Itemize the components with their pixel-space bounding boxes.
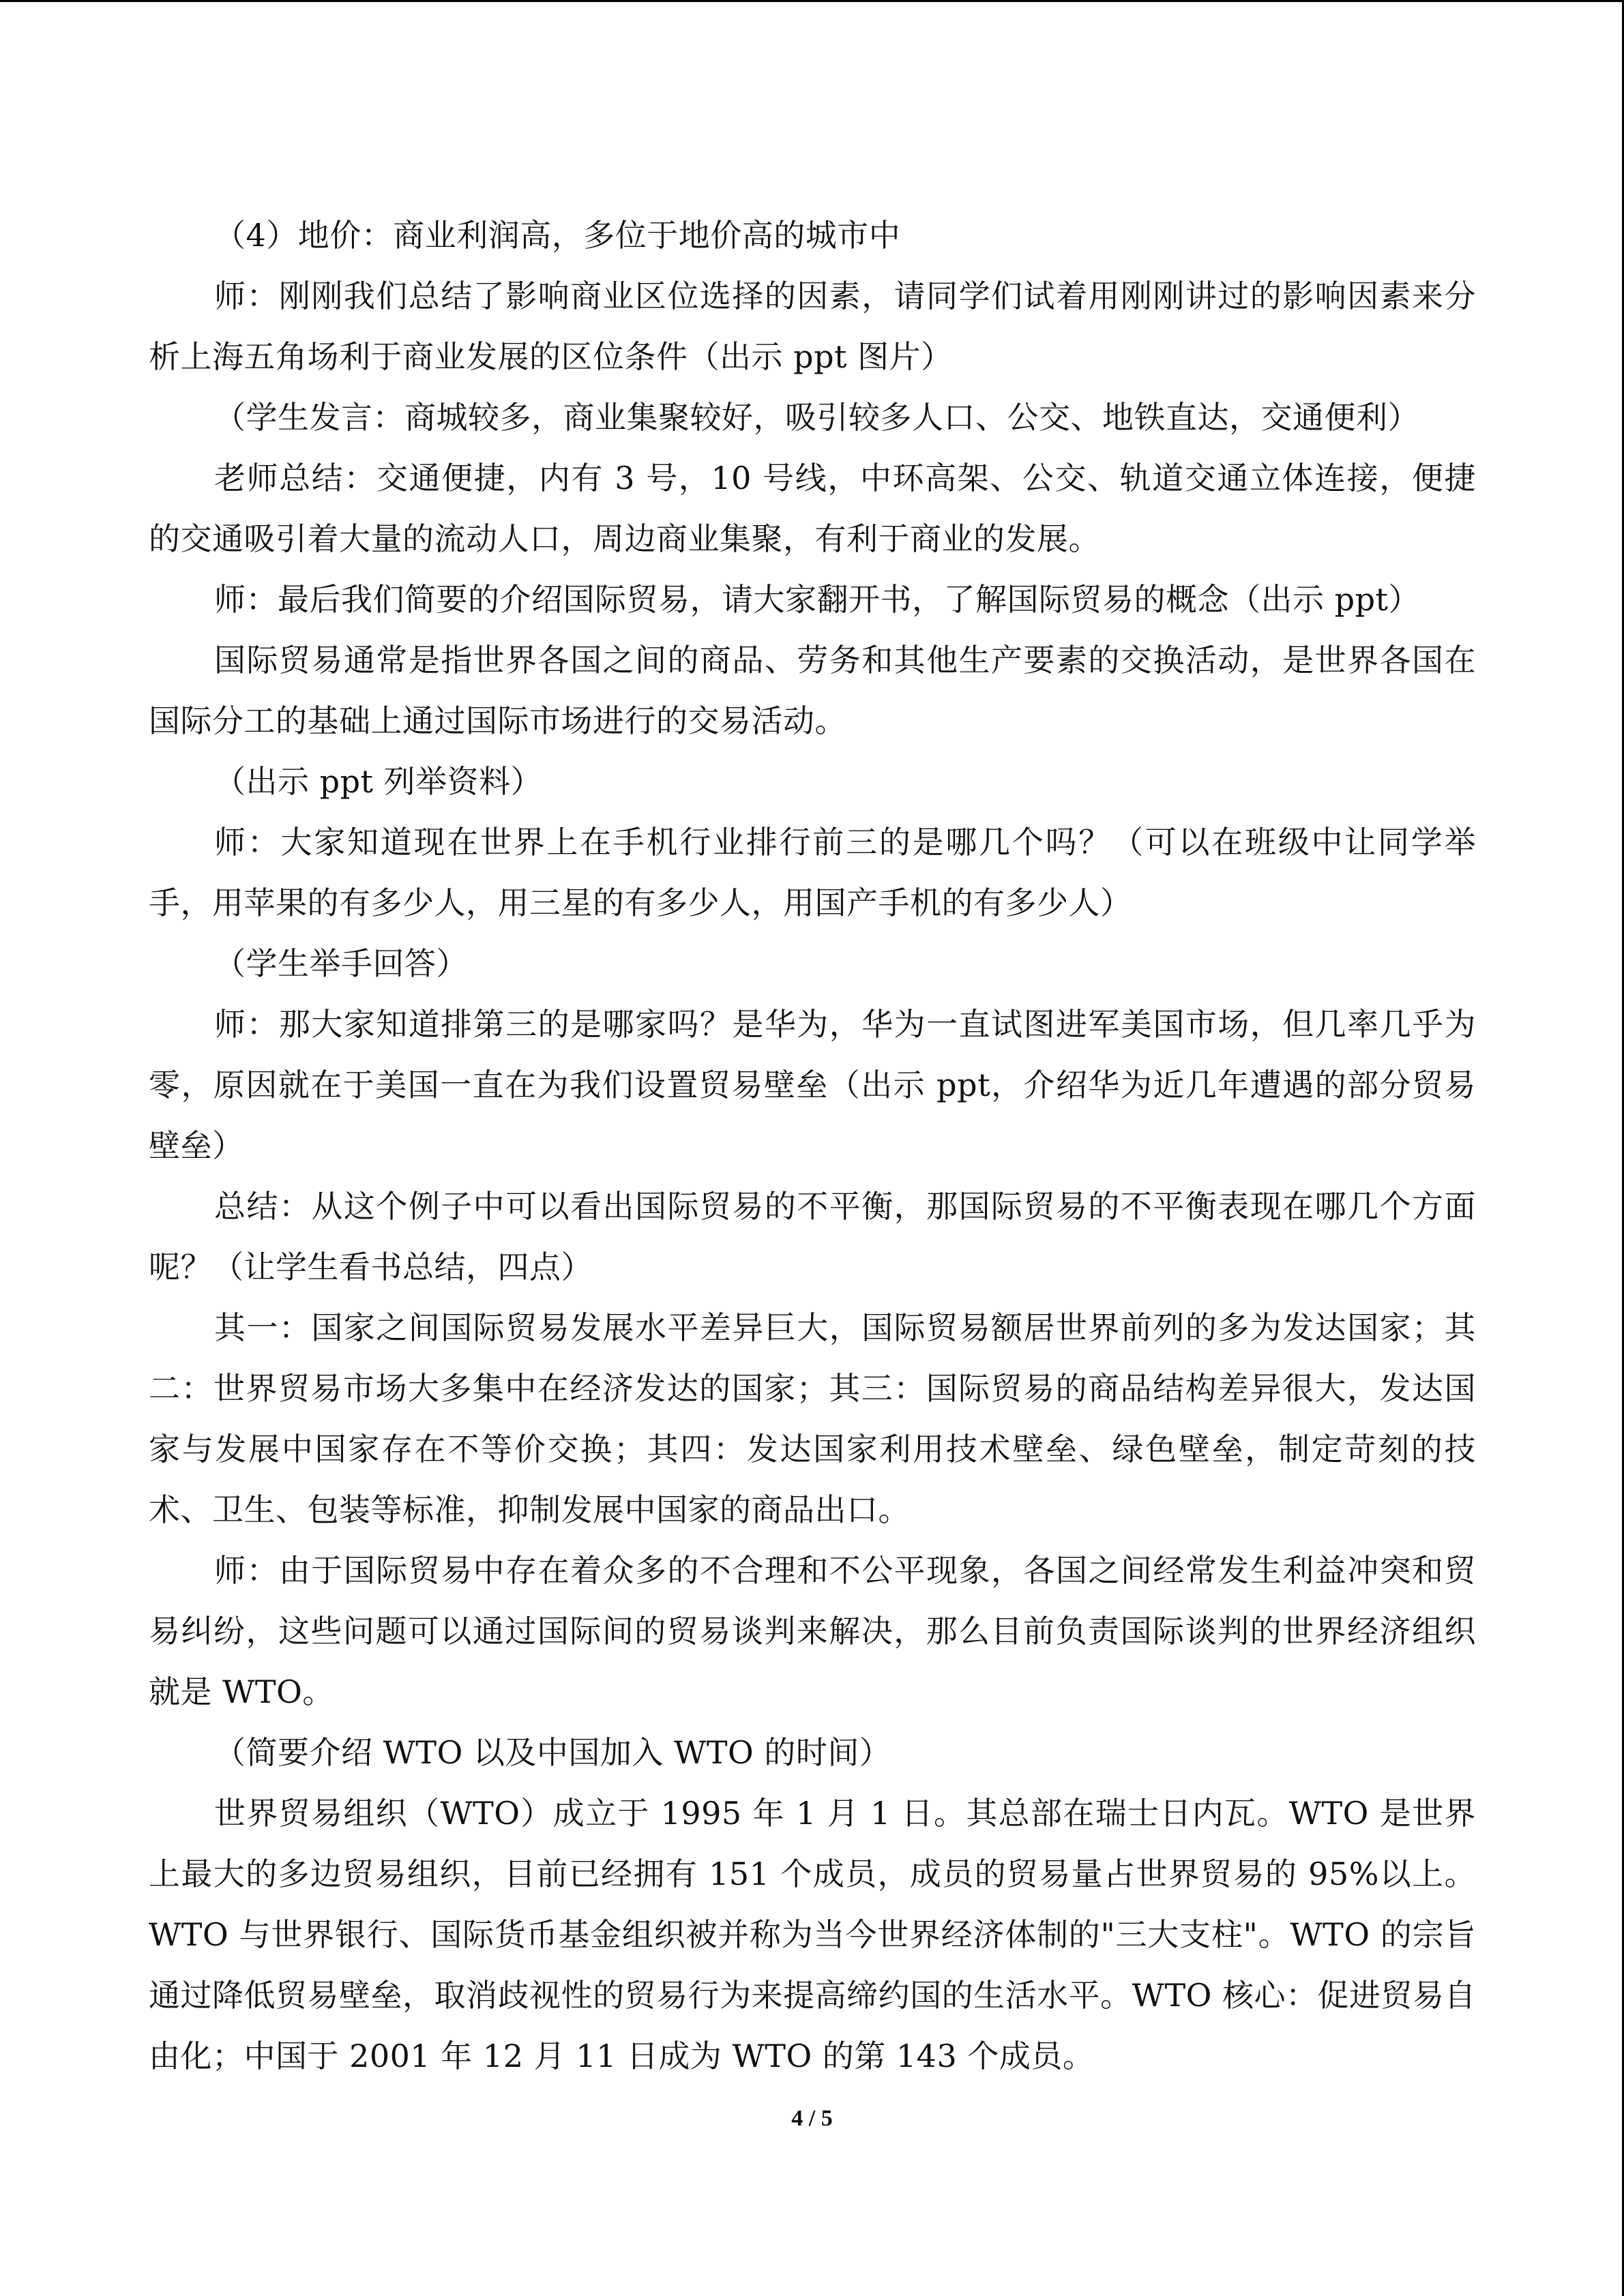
paragraph-phone-question: 师：大家知道现在世界上在手机行业排行前三的是哪几个吗？（可以在班级中让同学举手，用苹果的有多少人，用三星的有多少人，用国产手机的有多少人）	[149, 824, 1476, 921]
paragraph-teacher-wujiaochang: 师：刚刚我们总结了影响商业区位选择的因素，请同学们试着用刚刚讲过的影响因素来分析上海五角场利于商业发展的区位条件（出示 ppt 图片）	[149, 278, 1476, 375]
paragraph-raise-hands: （学生举手回答）	[214, 945, 468, 982]
paragraph-wto-details: 世界贸易组织（WTO）成立于 1995 年 1 月 1 日。其总部在瑞士日内瓦。WTO 是世界上最大的多边贸易组织，目前已经拥有 151 个成员，成员的贸易量占世界贸易的 95%以上。WTO 与世界银行、国际货币基金组织被并称为当今世界经济体制的"三大支柱"。WTO 的宗旨通过降低贸易壁垒，取消歧视性的贸易行为来提高缔约国的生活水平。WTO 核心：促进贸易自由化；中国于 2001 年 12 月 11 日成为 WTO 的第 143 个成员。	[149, 1795, 1476, 2074]
paragraph-wto-intro: 师：由于国际贸易中存在着众多的不合理和不公平现象，各国之间经常发生利益冲突和贸易纠纷，这些问题可以通过国际间的贸易谈判来解决，那么目前负责国际谈判的世界经济组织就是 WTO。	[149, 1552, 1476, 1710]
paragraph-student-answer: （学生发言：商城较多，商业集聚较好，吸引较多人口、公交、地铁直达，交通便利）	[214, 399, 1419, 436]
paragraph-imbalance-summary: 总结：从这个例子中可以看出国际贸易的不平衡，那国际贸易的不平衡表现在哪几个方面呢？（让学生看书总结，四点）	[149, 1188, 1476, 1285]
paragraph-four-points: 其一：国家之间国际贸易发展水平差异巨大，国际贸易额居世界前列的多为发达国家；其二：世界贸易市场大多集中在经济发达的国家；其三：国际贸易的商品结构差异很大，发达国家与发展中国家存在不等价交换；其四：发达国家利用技术壁垒、绿色壁垒，制定苛刻的技术、卫生、包装等标准，抑制发展中国家的商品出口。	[149, 1309, 1476, 1528]
paragraph-trade-definition: 国际贸易通常是指世界各国之间的商品、劳务和其他生产要素的交换活动，是世界各国在国际分工的基础上通过国际市场进行的交易活动。	[149, 642, 1476, 739]
paragraph-show-ppt: （出示 ppt 列举资料）	[214, 763, 543, 800]
paragraph-land-price: （4）地价：商业利润高，多位于地价高的城市中	[214, 217, 901, 254]
document-body	[149, 205, 1476, 2087]
paragraph-huawei: 师：那大家知道排第三的是哪家吗？是华为，华为一直试图进军美国市场，但几率几乎为零，原因就在于美国一直在为我们设置贸易壁垒（出示 ppt，介绍华为近几年遭遇的部分贸易壁垒）	[149, 1006, 1476, 1164]
paragraph-teacher-summary: 老师总结：交通便捷，内有 3 号，10 号线，中环高架、公交、轨道交通立体连接，便捷的交通吸引着大量的流动人口，周边商业集聚，有利于商业的发展。	[149, 460, 1476, 557]
paragraph-wto-brief: （简要介绍 WTO 以及中国加入 WTO 的时间）	[214, 1734, 891, 1771]
paragraph-intro-trade: 师：最后我们简要的介绍国际贸易，请大家翻开书，了解国际贸易的概念（出示 ppt）	[214, 581, 1420, 618]
page-number: 4 / 5	[791, 2106, 833, 2131]
